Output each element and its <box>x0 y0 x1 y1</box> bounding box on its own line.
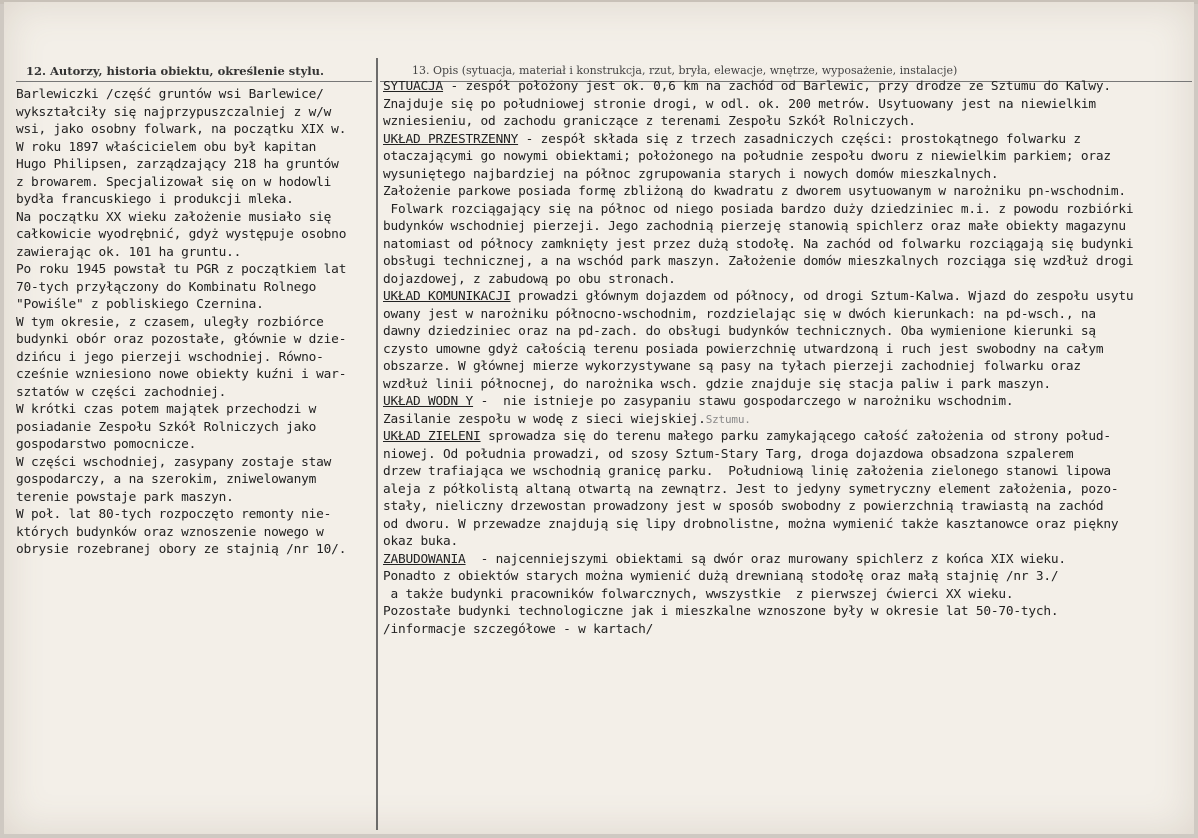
history-line: W roku 1897 właścicielem obu był kapitan <box>16 139 317 155</box>
history-line: 70-tych przyłączony do Kombinatu Rolnego <box>16 279 317 295</box>
line-text: Pozostałe budynki technologiczne jak i mieszkalne wznoszone były w okresie lat 50-70-tych. <box>383 604 1059 619</box>
left-section-header: 12. Autorzy, historia obiektu, określenie stylu. <box>26 64 324 78</box>
description-line <box>383 516 1189 534</box>
history-line: zawierając ok. 101 ha gruntu.. <box>16 244 242 260</box>
line-text: aleja z półkolistą altaną otwartą na zewnątrz. Jest to jedyny symetryczny element założenia, pozo- <box>383 481 1119 497</box>
right-section-header: 13. Opis (sytuacja, materiał i konstrukcja, rzut, bryła, elewacje, wnętrze, wyposażenie, instalacje) <box>412 64 958 77</box>
history-line: cześnie wzniesiono nowe obiekty kuźni i war- <box>16 367 347 382</box>
history-line: W tym okresie, z czasem, uległy rozbiórce <box>16 314 324 330</box>
line-text: owany jest w narożniku północno-wschodnim, rozdzielając się w dwóch kierunkach: na pd-wsch., na <box>383 306 1096 322</box>
line-text: wzdłuż linii północnej, do narożnika wsch. gdzie znajduje się stacja paliw i park maszyn. <box>383 376 1051 392</box>
history-line: Hugo Philipsen, zarządzający 218 ha gruntów <box>16 157 339 172</box>
description-line <box>383 358 1189 376</box>
history-line: W poł. lat 80-tych rozpoczęto remonty nie- <box>16 507 332 522</box>
history-line: W części wschodniej, zasypany zostaje staw <box>16 454 332 470</box>
description-line <box>383 166 1189 184</box>
line-text: - nie istnieje po zasypaniu stawu gospodarczego w narożniku wschodnim. <box>473 394 1014 409</box>
description-line <box>383 533 1189 551</box>
history-line: wykształciły się najprzypuszczalniej z w/w <box>16 104 332 120</box>
description-line <box>383 323 1189 341</box>
description-line <box>383 218 1189 236</box>
line-text: od dworu. W przewadze znajdują się lipy drobnolistne, można wymienić także kasztanowce oraz piękny <box>383 516 1119 532</box>
description-line <box>383 78 1189 96</box>
left-header-rule <box>16 81 372 82</box>
section-heading: UKŁAD WODN Y <box>383 394 474 409</box>
description-line <box>383 586 1189 604</box>
history-line: gospodarczy, a na szerokim, zniwelowanym <box>16 472 317 487</box>
description-line <box>383 253 1189 271</box>
description-line <box>383 568 1189 586</box>
description-line <box>383 446 1189 464</box>
history-line: bydła francuskiego i produkcji mleka. <box>16 192 294 207</box>
history-line: posiadanie Zespołu Szkół Rolniczych jako <box>16 419 317 435</box>
description-line <box>383 131 1189 149</box>
history-line: budynki obór oraz pozostałe, głównie w dzie- <box>16 332 347 347</box>
line-text: - najcenniejszymi obiektami są dwór oraz murowany spichlerz z końca XIX wieku. <box>465 551 1066 567</box>
line-text: wysuniętego najbardziej na północ zgrupowania starych i nowych domów mieszkalnych. <box>383 166 999 182</box>
line-text: wzniesieniu, od zachodu graniczące z terenami Zespołu Szkół Rolniczych. <box>383 114 916 129</box>
section-heading: UKŁAD KOMUNIKACJI <box>383 289 511 304</box>
line-text: czysto umowne gdyż całością terenu posiada powierzchnię utwardzoną i ruch jest swobodny na całym <box>383 341 1104 357</box>
history-text-column <box>16 86 374 559</box>
line-text: /informacje szczegółowe - w kartach/ <box>383 621 654 637</box>
line-text: otaczającymi go nowymi obiektami; położonego na południe zespołu dworu z niewielkim parkiem; oraz <box>383 149 1111 164</box>
line-text: stały, nieliczny drzewostan prowadzony jest w sposób swobodny z powierzchnią trawiastą na zachód <box>383 499 1104 514</box>
history-line: obrysie rozebranej obory ze stajnią /nr 10/. <box>16 542 347 557</box>
line-text: niowej. Od południa prowadzi, od szosy Sztum-Stary Targ, droga dojazdowa obsadzona szpalerem <box>383 446 1074 462</box>
description-line <box>383 551 1189 569</box>
line-text: obszarze. W głównej mierze wykorzystywane są pasy na tyłach pierzeji zachodniej folwarku oraz <box>383 359 1081 374</box>
line-text: okaz buka. <box>383 534 459 549</box>
description-line <box>383 481 1189 499</box>
line-text: natomiast od północy zamknięty jest przez dużą stodołę. Na zachód od folwarku rozciągają się budynki <box>383 236 1134 252</box>
description-line <box>383 428 1189 446</box>
line-text: Założenie parkowe posiada formę zbliżoną do kwadratu z dworem usytuowanym w narożniku pn-wschodnim. <box>383 184 1126 199</box>
handwritten-insert: Sztumu. <box>705 412 751 426</box>
history-line: gospodarstwo pomocnicze. <box>16 437 197 452</box>
description-line <box>383 498 1189 516</box>
line-text: dawny dziedziniec oraz na pd-zach. do obsługi budynków technicznych. Oba wymienione kierunki są <box>383 324 1096 339</box>
description-line <box>383 603 1189 621</box>
description-line <box>383 621 1189 639</box>
line-text: - zespół składa się z trzech zasadniczych części: prostokątnego folwarku z <box>518 131 1081 147</box>
description-line <box>383 271 1189 289</box>
history-line: Na początku XX wieku założenie musiało się <box>16 209 332 225</box>
description-line <box>383 393 1189 411</box>
description-line <box>383 148 1189 166</box>
line-text: Zasilanie zespołu w wodę z sieci wiejskiej. <box>383 411 706 427</box>
section-heading: SYTUACJA <box>383 79 444 94</box>
description-line <box>383 411 1189 429</box>
line-text: dojazdowej, z zabudową po obu stronach. <box>383 271 676 287</box>
section-heading: ZABUDOWANIA <box>383 551 466 567</box>
description-line <box>383 288 1189 306</box>
history-line: wsi, jako osobny folwark, na początku XIX w. <box>16 122 347 137</box>
column-divider <box>376 58 378 830</box>
description-line <box>383 306 1189 324</box>
history-line: sztatów w części zachodniej. <box>16 384 227 400</box>
description-line <box>383 463 1189 481</box>
history-line: W krótki czas potem majątek przechodzi w <box>16 402 317 417</box>
section-heading: UKŁAD ZIELENI <box>383 429 481 444</box>
history-line: których budynków oraz wznoszenie nowego w <box>16 524 324 540</box>
description-line <box>383 376 1189 394</box>
line-text: Folwark rozciągający się na północ od niego posiada bardzo duży dziedziniec m.i. z powodu rozbiórki <box>383 201 1134 217</box>
line-text: drzew trafiająca we wschodnią granicę parku. Południową linię założenia zielonego stanowi lipowa <box>383 464 1111 479</box>
history-line: dzińcu i jego pierzeji wschodniej. Równo- <box>16 349 324 365</box>
history-line: całkowicie wyodrębnić, gdyż występuje osobno <box>16 227 347 242</box>
line-text: sprowadza się do terenu małego parku zamykającego całość założenia od strony połud- <box>480 429 1111 444</box>
line-text: obsługi technicznej, a na wschód park maszyn. Założenie domów mieszkalnych rozciąga się wzdłuż drogi <box>383 254 1134 269</box>
line-text: Znajduje się po południowej stronie drogi, w odl. ok. 200 metrów. Usytuowany jest na niewielkim <box>383 96 1096 112</box>
history-line: Po roku 1945 powstał tu PGR z początkiem lat <box>16 262 347 277</box>
history-line: "Powiśle" z pobliskiego Czernina. <box>16 297 264 312</box>
description-line <box>383 201 1189 219</box>
description-line <box>383 183 1189 201</box>
line-text: prowadzi głównym dojazdem od północy, od drogi Sztum-Kalwa. Wjazd do zespołu usytu <box>510 289 1134 304</box>
line-text: - zespół położony jest ok. 0,6 km na zachód od Barlewic, przy drodze ze Sztumu do Kalwy. <box>443 79 1111 94</box>
description-line <box>383 341 1189 359</box>
history-line: terenie powstaje park maszyn. <box>16 489 234 505</box>
description-line <box>383 113 1189 131</box>
section-heading: UKŁAD PRZESTRZENNY <box>383 131 519 147</box>
description-text-column <box>383 78 1189 638</box>
history-line: z browarem. Specjalizował się on w hodowli <box>16 174 332 190</box>
line-text: a także budynki pracowników folwarcznych, wwszystkie z pierwszej ćwierci XX wieku. <box>383 586 1014 602</box>
description-line <box>383 236 1189 254</box>
line-text: budynków wschodniej pierzeji. Jego zachodnią pierzeję stanowią spichlerz oraz małe obiekty magazynu <box>383 219 1126 234</box>
description-line <box>383 96 1189 114</box>
history-line: Barlewiczki /część gruntów wsi Barlewice/ <box>16 87 324 102</box>
line-text: Ponadto z obiektów starych można wymienić dużą drewnianą stodołę oraz małą stajnię /nr 3./ <box>383 569 1059 584</box>
